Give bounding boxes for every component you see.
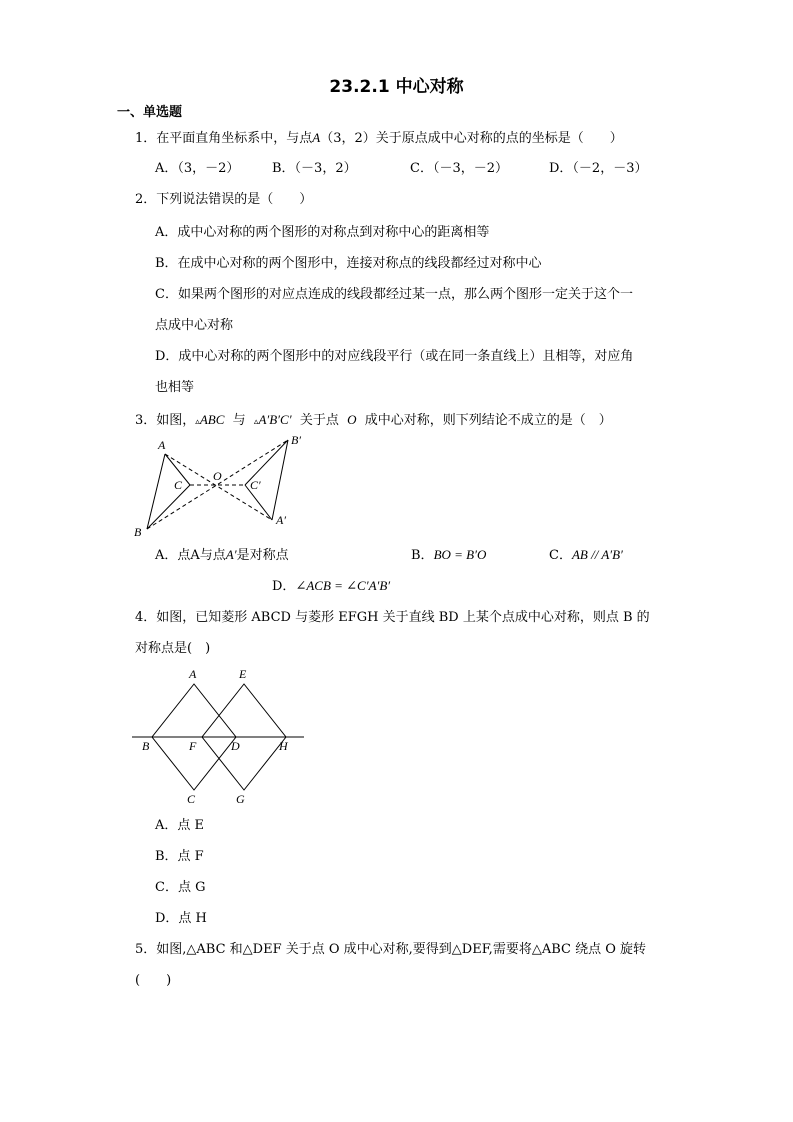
section-heading: 一、单选题 <box>117 105 183 120</box>
q3-opt-a-pre: A．点 <box>155 548 191 563</box>
q3-opt-b-math: BO = B′O <box>433 547 487 562</box>
q3-opt-a-a: A <box>190 548 200 563</box>
q1-point: A <box>312 130 321 145</box>
q2-option-d[interactable]: D．成中心对称的两个图形中的对应线段平行（或在同一条直线上）且相等，对应角 <box>155 349 634 364</box>
page-title: 23.2.1 中心对称 <box>329 77 464 97</box>
q4-label-c: C <box>187 792 196 806</box>
q3-label-ap: A′ <box>276 513 286 527</box>
q4-label-h: H <box>279 739 288 753</box>
q3-opt-b-label: B． <box>411 548 434 563</box>
q4-option-c[interactable]: C．点 G <box>155 880 206 895</box>
q2-option-b[interactable]: B．在成中心对称的两个图形中，连接对称点的线段都经过对称中心 <box>155 256 542 271</box>
q3-tri1: ABC <box>199 412 225 427</box>
q3-option-c[interactable] <box>549 546 623 565</box>
q3-opt-c-math: AB // A′B′ <box>571 547 623 562</box>
q4-stem-line1: 4．如图，已知菱形 ABCD 与菱形 EFGH 关于直线 BD 上某个点成中心对称，则点 B 的 <box>135 610 650 625</box>
q5-stem-line2: ( ) <box>135 973 172 988</box>
q1-option-a[interactable]: A．（3，－2） <box>155 161 240 176</box>
q3-num: 3．如图， <box>135 413 196 428</box>
q2-option-c-cont: 点成中心对称 <box>155 318 234 333</box>
q3-opt-a-ap: A′ <box>225 547 237 562</box>
q1-stem-post: （3，2）关于原点成中心对称的点的坐标是（ ） <box>320 131 623 146</box>
q3-label-b: B <box>134 525 142 539</box>
q3-triangle-symbol-2: ▵ <box>253 417 259 427</box>
q4-figure <box>128 664 308 809</box>
q2-option-a[interactable]: A．成中心对称的两个图形的对称点到对称中心的距离相等 <box>155 225 490 240</box>
q3-label-c: C <box>174 478 183 492</box>
q4-label-b: B <box>142 739 150 753</box>
q4-label-f: F <box>189 739 197 753</box>
q3-opt-d-label: D． <box>272 579 296 594</box>
q3-triangle-symbol-1: ▵ <box>195 417 200 427</box>
q4-label-g: G <box>236 792 245 806</box>
q4-option-a[interactable]: A．点 E <box>155 818 205 833</box>
q3-segment-bc <box>147 485 190 529</box>
q3-rest: 成中心对称，则下列结论不成立的是（ ） <box>364 413 612 428</box>
q4-option-d[interactable]: D．点 H <box>155 911 207 926</box>
q4-label-e: E <box>239 667 247 681</box>
q3-opt-d-math: ∠ACB = ∠C′A′B′ <box>295 578 391 593</box>
q1-stem <box>135 129 623 148</box>
q3-label-bp: B′ <box>291 433 301 447</box>
q1-option-b[interactable]: B．（－3，2） <box>272 161 357 176</box>
q3-opt-c-label: C． <box>549 548 572 563</box>
q4-stem-line2: 对称点是( ) <box>135 641 211 656</box>
q3-opt-a-mid: 与点 <box>199 548 226 563</box>
q3-opt-a-post: 是对称点 <box>236 548 289 563</box>
q2-stem: 2．下列说法错误的是（ ） <box>135 192 313 207</box>
q1-stem-pre: 1．在平面直角坐标系中，与点 <box>135 131 313 146</box>
q2-option-c[interactable]: C．如果两个图形的对应点连成的线段都经过某一点，那么两个图形一定关于这个一 <box>155 287 633 302</box>
q3-option-a[interactable] <box>155 546 289 565</box>
q3-segment-ab <box>147 454 165 529</box>
q3-tri2: A′B′C′ <box>258 412 292 427</box>
q3-dashed-bbp <box>147 440 288 529</box>
q3-center: O <box>347 412 357 427</box>
q3-figure <box>130 432 320 544</box>
q3-about: 关于点 <box>299 413 339 428</box>
q1-option-d[interactable]: D．（－2，－3） <box>549 161 648 176</box>
q1-option-c[interactable]: C．（－3，－2） <box>410 161 508 176</box>
q5-stem-line1: 5．如图,△ABC 和△DEF 关于点 O 成中心对称,要得到△DEF,需要将△ABC 绕点 O 旋转 <box>135 942 646 957</box>
q3-stem <box>135 411 612 431</box>
q2-option-d-cont: 也相等 <box>155 380 195 395</box>
q3-label-a: A <box>158 438 166 452</box>
q3-option-b[interactable] <box>411 546 486 565</box>
q3-segment-bpap <box>272 440 288 520</box>
q3-and: 与 <box>232 413 246 428</box>
q4-label-d: D <box>231 739 240 753</box>
q3-label-o: O <box>213 469 222 483</box>
q3-option-d[interactable] <box>272 577 390 596</box>
q3-label-cp: C′ <box>250 478 261 492</box>
q4-option-b[interactable]: B．点 F <box>155 849 204 864</box>
q4-label-a: A <box>189 667 197 681</box>
